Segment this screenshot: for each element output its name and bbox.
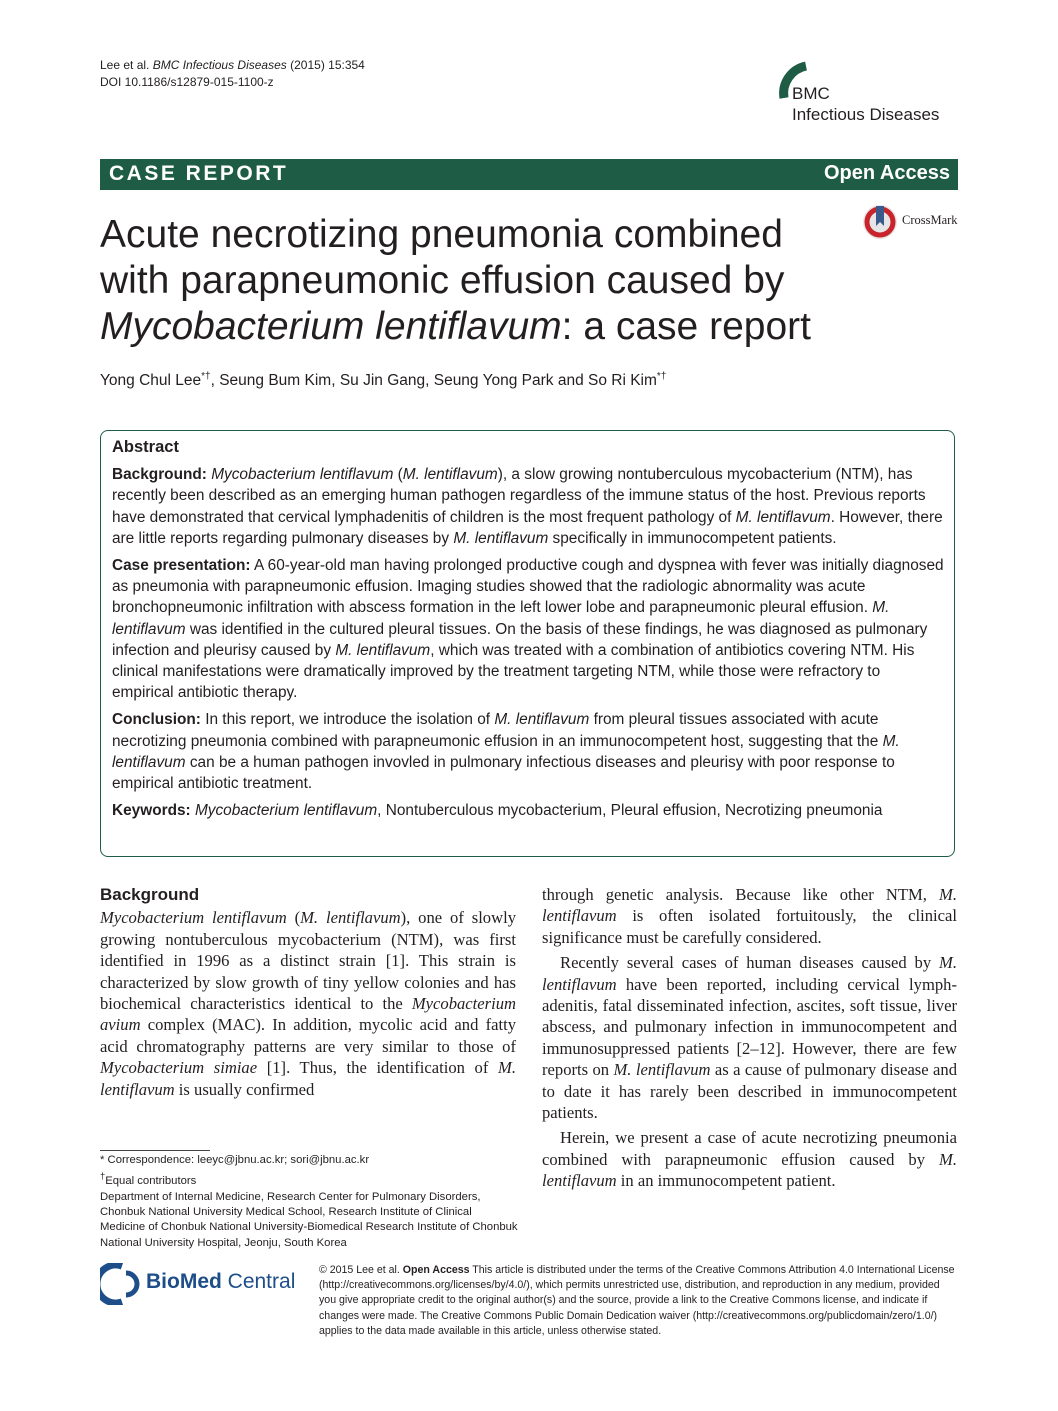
article-type-label: CASE REPORT [109, 162, 289, 185]
open-access-label: Open Access [824, 162, 950, 184]
body-paragraph [542, 1127, 957, 1191]
doi[interactable]: DOI 10.1186/s12879-015-1100-z [100, 75, 274, 89]
citation-journal: BMC Infectious Diseases [152, 58, 287, 72]
biomed-wordmark-bold: BioMed [146, 1270, 222, 1293]
body-text: in an immunocompetent patient. [616, 1171, 836, 1191]
abstract-conclusion-label: Conclusion: [112, 711, 201, 729]
author-1-marks: *† [201, 371, 211, 382]
body-text: Herein, we present a case of acute necrotizing pneumonia combined with parapneumonic effusion caused by [542, 1128, 957, 1169]
abstract-background-label: Background: [112, 466, 207, 484]
body-left-column [100, 884, 516, 1100]
body-text: [1]. Thus, the identification of [257, 1058, 499, 1078]
article-title [100, 212, 830, 350]
body-text: Recently several cases of human diseases caused by [560, 953, 940, 973]
body-paragraph [542, 952, 957, 1123]
body-text: as a cause of pulmonary disease and to date it has rarely been described in immunocompetent patients. [542, 1060, 957, 1123]
abstract-italic: M. lentiflavum [335, 641, 431, 659]
equal-contributors-note [100, 1168, 520, 1189]
license-statement [319, 1263, 959, 1339]
abstract-heading: Abstract [112, 438, 179, 456]
body-italic: M. lentiflavum [300, 908, 401, 928]
footnote-divider [100, 1150, 210, 1151]
copyright-text: © 2015 Lee et al. [319, 1264, 403, 1276]
citation-header [100, 57, 365, 91]
biomed-central-logo [100, 1263, 305, 1305]
abstract-text: , Nontuberculous mycobacterium, Pleural effusion, Necrotizing pneumonia [377, 802, 883, 820]
body-text: complex (MAC). In addition, mycolic acid and fatty acid chromatography patterns are very similar to those of [100, 1015, 516, 1056]
abstract-italic: M. lentiflavum [453, 529, 549, 547]
crossmark-icon [862, 204, 898, 240]
abstract-text: from pleural tissues associated with acute necrotizing pneumonia combined with parapneumonic effusion in an immunocompetent host, suggesting that the [112, 711, 883, 750]
abstract-italic: Mycobacterium lentiflavum [211, 466, 394, 484]
abstract-italic: M. lentiflavum [112, 732, 900, 771]
abstract-italic: Mycobacterium lentiflavum [194, 802, 378, 820]
body-text: have been reported, including cervical lymphadenitis, fatal disseminated infection, ascites, soft tissue, liver abscess, and pulmonary infection in immunocompetent and immunosuppressed patients [2–12]. However, there are few reports on [542, 974, 957, 1080]
title-line-1: Acute necrotizing pneumonia combined [100, 213, 783, 256]
biomed-central-icon [100, 1263, 144, 1305]
body-text: ( [286, 908, 301, 928]
biomed-central-wordmark [146, 1270, 295, 1294]
title-line-2: with parapneumonic effusion caused by [100, 259, 785, 302]
abstract-text: ), a slow growing nontuberculous mycobacterium (NTM), has recently been described as an emerging human pathogen regardless of the immune status of the host. Previous reports have demonstrated that cervical lymphadenitis of children is the most frequent pathology of [112, 466, 926, 526]
abstract-case-label: Case presentation: [112, 557, 251, 575]
authors-middle: , Seung Bum Kim, Su Jin Gang, Seung Yong Park and So Ri Kim [210, 372, 657, 390]
abstract-keywords [112, 800, 944, 821]
journal-logo-line2: Infectious Diseases [792, 105, 940, 124]
body-text: is usually confirmed [174, 1079, 315, 1099]
central-wordmark: Central [221, 1270, 296, 1293]
body-italic: M. lentiflavum [100, 1058, 516, 1099]
body-italic: M. lentiflavum [542, 885, 957, 926]
journal-logo-line1: BMC [792, 84, 830, 103]
abstract-text: A 60-year-old man having prolonged productive cough and dyspnea with fever was initially diagnosed as pneumonia with parapneumonic effusion. Imaging studies showed that the radiologic abnormality was acute bronchopneumonic infiltration with abscess formation in the left lower lobe and parapneumonic pleural effusion. [112, 557, 944, 617]
body-paragraph [542, 884, 957, 948]
author-list [100, 366, 666, 392]
title-organism: Mycobacterium lentiflavum [100, 305, 562, 348]
title-line-3 [100, 304, 830, 350]
abstract-text: was identified in the cultured pleural tissues. On the basis of these findings, he was diagnosed as pulmonary infection and pleurisy caused by [112, 620, 928, 659]
crossmark-label: CrossMark [902, 213, 958, 227]
abstract-text: , which was treated with a combination of antibiotics covering NTM. His clinical manifestations were dramatically improved by the treatment targeting NTM, while those were refractory to empirical antibiotic therapy. [112, 641, 915, 702]
abstract-box [100, 430, 955, 857]
body-italic: Mycobacterium avium [100, 994, 516, 1035]
abstract-keywords-label: Keywords: [112, 802, 191, 820]
body-text: ), one of slowly growing nontuberculous mycobacterium (NTM), was first identified in 1996 as a distinct strain [1]. This strain is characterized by slow growth of tiny yellow colonies and has biochemical characteristics identical to the [100, 908, 516, 1014]
abstract-text: specifically in immunocompetent patients. [548, 529, 837, 547]
abstract-background [112, 464, 944, 549]
abstract-italic: M. lentiflavum [735, 508, 831, 526]
body-italic: M. lentiflavum [542, 953, 957, 994]
author-1[interactable]: Yong Chul Lee [100, 372, 202, 390]
section-heading-background: Background [100, 885, 200, 904]
citation-authors: Lee et al. [100, 58, 150, 72]
body-italic: Mycobacterium lentiflavum [100, 908, 287, 928]
crossmark-badge[interactable] [862, 202, 972, 242]
author-5-marks: *† [656, 371, 667, 382]
abstract-text: . However, there are little reports regarding pulmonary diseases by [112, 508, 943, 547]
affiliation: Department of Internal Medicine, Research Center for Pulmonary Disorders, Chonbuk National University Medical School, Research Institute of Clinical Medicine of Chonbuk National University-Biomedical Research Institute of Chonbuk National University Hospital, Jeonju, South Korea [100, 1190, 518, 1249]
abstract-italic: M. lentiflavum [494, 711, 590, 729]
body-text: through genetic analysis. Because like other NTM, [542, 885, 940, 904]
title-line-3-rest: : a case report [561, 305, 811, 348]
body-right-column [542, 884, 957, 1192]
footnotes [100, 1153, 520, 1251]
abstract-text: can be a human pathogen invovled in pulmonary infectious diseases and pleurisy with poor response to empirical antibiotic treatment. [112, 753, 895, 793]
license-open-access: Open Access [402, 1264, 470, 1276]
abstract-text: In this report, we introduce the isolation of [200, 711, 495, 729]
equal-contributors-text: Equal contributors [105, 1175, 197, 1188]
body-italic: Mycobacterium simiae [100, 1058, 258, 1078]
citation-volume: (2015) 15:354 [290, 58, 365, 72]
article-type-banner [100, 159, 958, 190]
body-italic: M. lentiflavum [542, 1149, 957, 1191]
body-text: is often isolated fortuitously, the clinical significance must be carefully considered. [542, 906, 957, 947]
abstract-conclusion [112, 709, 944, 794]
license-text: This article is distributed under the terms of the Creative Commons Attribution 4.0 International License (http://creativecommons.org/licenses/by/4.0/), which permits unrestricted use, distribution, and reproduction in any medium, provided you give appropriate credit to the original author(s) and the source, provide a link to the Creative Commons license, and indicate if changes were made. The Creative Commons Public Domain Dedication waiver (http://creativecommons.org/publicdomain/zero/1.0/) applies to the data made available in this article, unless otherwise stated. [319, 1264, 955, 1337]
journal-logo-text [792, 83, 939, 125]
abstract-case-presentation [112, 555, 944, 703]
abstract-italic: M. lentiflavum [112, 599, 890, 638]
abstract-italic: M. lentiflavum [402, 466, 498, 484]
body-italic: M. lentiflavum [613, 1060, 711, 1080]
correspondence-note: * Correspondence: leeyc@jbnu.ac.kr; sori@jbnu.ac.kr [100, 1154, 370, 1166]
body-paragraph [100, 907, 516, 1100]
abstract-text: ( [393, 466, 403, 484]
dagger-mark: † [100, 1170, 106, 1182]
